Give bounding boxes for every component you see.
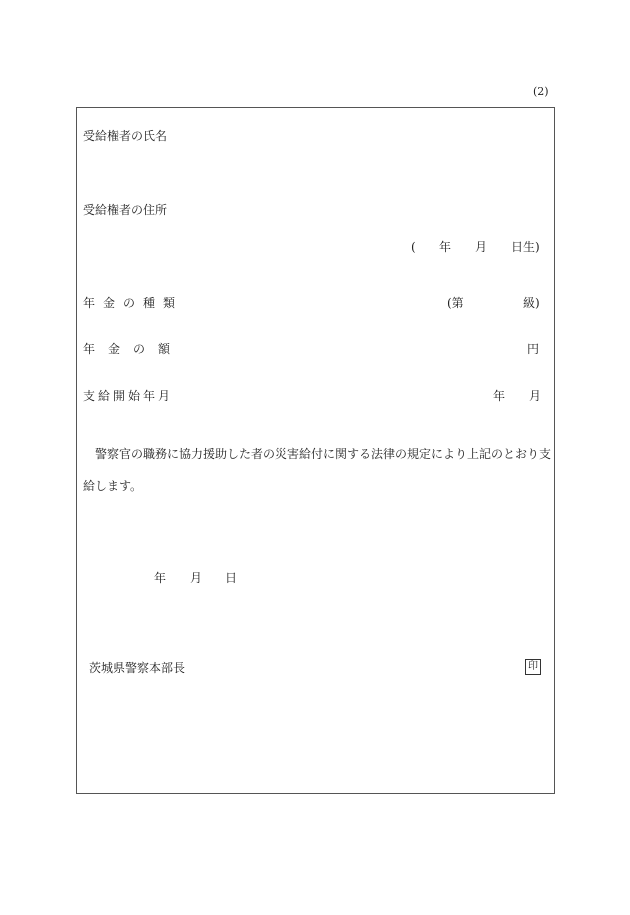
birth-open-paren: (: [411, 240, 416, 254]
statement-line-2: 給します。: [83, 479, 143, 493]
statement-line-1: 警察官の職務に協力援助した者の災害給付に関する法律の規定により上記のとおり支: [95, 447, 552, 461]
date-day-label: 日: [225, 571, 238, 585]
form-frame: [76, 107, 555, 794]
date-year-label: 年: [154, 571, 167, 585]
start-date-label: 支給開始年月: [83, 389, 174, 403]
pension-type-label: 年金の種類: [83, 296, 184, 310]
grade-open: (第: [447, 296, 464, 310]
page-number: (2): [533, 85, 549, 98]
start-year-label: 年: [493, 389, 506, 403]
birth-day-label: 日生): [511, 240, 540, 254]
birth-year-label: 年: [439, 240, 452, 254]
recipient-address-label: 受給権者の住所: [83, 203, 168, 217]
start-month-label: 月: [529, 389, 542, 403]
date-month-label: 月: [190, 571, 203, 585]
birth-month-label: 月: [475, 240, 488, 254]
yen-label: 円: [527, 342, 540, 356]
grade-close: 級): [523, 296, 540, 310]
seal-mark: 印: [525, 659, 541, 675]
issuer-name: 茨城県警察本部長: [89, 661, 186, 675]
recipient-name-label: 受給権者の氏名: [83, 129, 168, 143]
pension-amount-label: 年金の額: [83, 342, 184, 356]
